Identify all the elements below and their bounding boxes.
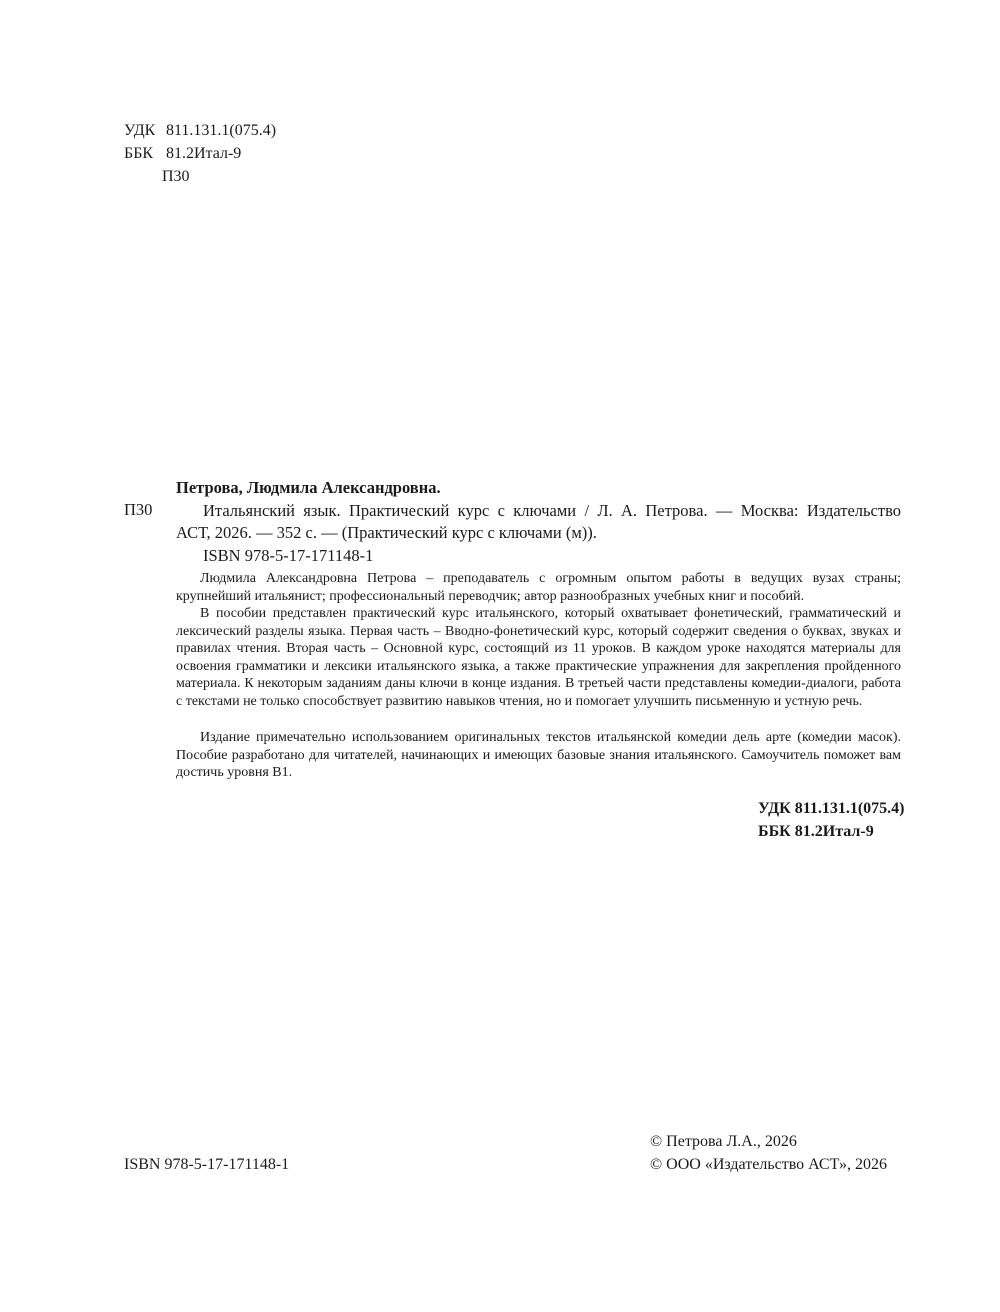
udk-value: 811.131.1(075.4) bbox=[166, 122, 277, 139]
entry-title-line-1: Итальянский язык. Практический курс с ключами / Л. А. Петрова. — Москва: Издательство bbox=[203, 501, 901, 520]
annotation-paragraph-2: В пособии представлен практический курс итальянского, который охватывает фонетический, грамматический и лексический разделы языка. Первая часть – Вводно-фонетический курс, который содержит сведения о буквах, звуках и правилах чтения. Вторая часть – Основной курс, состоящий из 11 уроков. В каждом уроке находятся материалы для освоения грамматики и лексики итальянского языка, а также практические упражнения для закрепления пройденного материала. К некоторым заданиям даны ключи в конце издания. В третьей части представлены комедии-диалоги, работа с текстами не только способствует развитию навыков чтения, но и помогает улучшить письменную и устную речь. bbox=[176, 606, 901, 709]
copyright-publisher: © ООО «Издательство АСТ», 2026 bbox=[650, 1156, 887, 1173]
udk-label: УДК bbox=[124, 122, 156, 139]
entry-title-line-2: АСТ, 2026. — 352 с. — (Практический курс с ключами (м)). bbox=[176, 523, 597, 542]
entry-mark: П30 bbox=[124, 500, 153, 519]
bbk-bottom: ББК 81.2Итал-9 bbox=[758, 823, 874, 840]
footer-isbn: ISBN 978-5-17-171148-1 bbox=[124, 1156, 290, 1173]
annotation-paragraph-3: Издание примечательно использованием оригинальных текстов итальянской комедии дель арте (комедии масок). Пособие разработано для читателей, начинающих и имеющих базовые знания итальянского. Самоучитель поможет вам достичь уровня В1. bbox=[176, 730, 901, 781]
annotation-paragraph-1: Людмила Александровна Петрова – преподаватель с огромным опытом работы в ведущих вузах страны; крупнейший итальянист; профессиональный переводчик; автор разнообразных учебных книг и пособий. bbox=[176, 571, 901, 604]
bbk-label: ББК bbox=[124, 145, 154, 162]
bbk-value: 81.2Итал-9 bbox=[166, 145, 242, 162]
udk-bottom: УДК 811.131.1(075.4) bbox=[758, 800, 905, 817]
entry-isbn: ISBN 978-5-17-171148-1 bbox=[203, 546, 374, 565]
copyright-author: © Петрова Л.А., 2026 bbox=[650, 1133, 797, 1150]
author-mark-top: П30 bbox=[162, 168, 190, 185]
entry-author: Петрова, Людмила Александровна. bbox=[176, 478, 441, 497]
